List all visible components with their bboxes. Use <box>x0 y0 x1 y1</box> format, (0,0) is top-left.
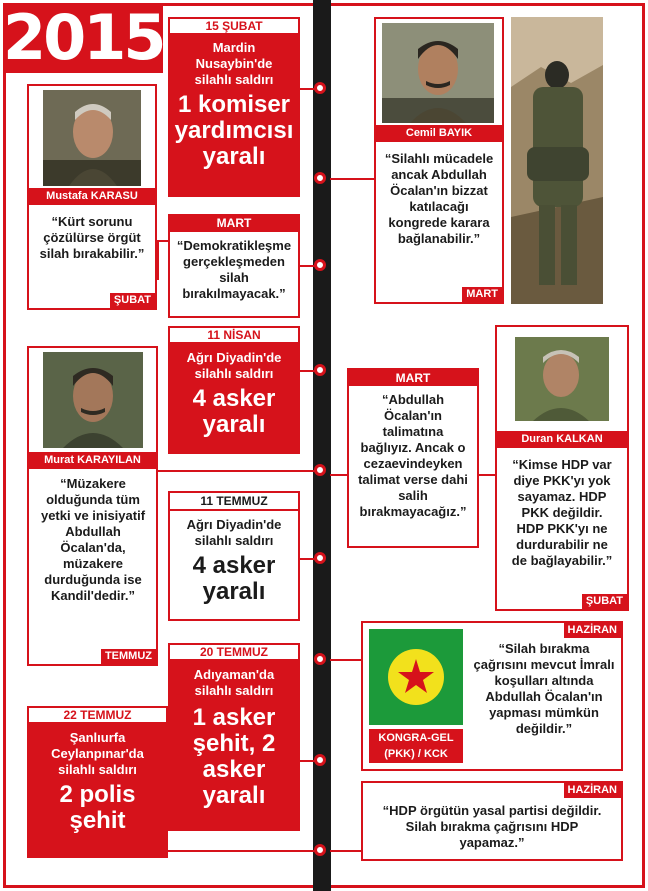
event-type: silahlı saldırı <box>194 366 274 381</box>
quote-text: “Abdullah Öcalan'ın talimatına bağlıyız. Ancak o cezaevindeyken talimat verse dahi salih bırakmayacağız.” <box>358 392 468 519</box>
event-date: 11 TEMMUZ <box>170 493 298 511</box>
person-quote: “Kimse HDP var diye PKK'yı yok sayamaz. HDP PKK değildir. HDP PKK'yı ne durdurabilir ne de bağlayabilir.” <box>511 457 613 568</box>
month-tag: MART <box>462 287 502 302</box>
portrait-photo <box>43 352 143 448</box>
person-card-kongra <box>361 621 623 771</box>
event-type: silahlı saldırı <box>194 533 274 548</box>
event-date: 22 TEMMUZ <box>27 706 168 724</box>
event-type: silahlı saldırı <box>58 762 137 777</box>
month-tag: HAZİRAN <box>564 783 622 798</box>
event-location: Şanlıurfa <box>69 730 126 745</box>
person-card-karasu <box>27 84 157 310</box>
timeline-dot <box>314 754 326 766</box>
organization-quote: “Silah bırakma çağrısını mevcut İmralı koşulları altında Abdullah Öcalan'ın yapması mümkün değildir.” <box>473 641 615 736</box>
year-title: 2015 <box>3 1 164 74</box>
month-tag: MART <box>170 216 298 232</box>
person-card-bayik <box>374 17 504 304</box>
event-date: 20 TEMMUZ <box>168 643 300 661</box>
timeline-dot <box>314 464 326 476</box>
event-11-temmuz <box>168 491 300 621</box>
portrait-photo <box>43 90 141 186</box>
month-tag: HAZİRAN <box>564 623 622 638</box>
event-location: Ceylanpınar'da <box>51 746 144 761</box>
organization-name: KONGRA-GEL (PKK) / KCK <box>369 729 463 763</box>
quote-text: “HDP örgütün yasal partisi değildir. Silah bırakma çağrısını HDP yapamaz.” <box>382 803 602 850</box>
month-tag: MART <box>349 370 477 386</box>
connector <box>330 178 375 180</box>
person-quote: “Silahlı mücadele ancak Abdullah Öcalan'ın bizzat katılacağı kongrede karara bağlanabilir.” <box>384 151 494 246</box>
month-tag: TEMMUZ <box>101 649 156 664</box>
connector <box>158 470 316 472</box>
event-date: 11 NİSAN <box>168 326 300 344</box>
event-11-nisan <box>168 326 300 454</box>
timeline-dot <box>314 844 326 856</box>
event-22-temmuz <box>27 706 168 858</box>
timeline-dot <box>314 364 326 376</box>
event-outcome: 4 asker yaralı <box>192 552 276 605</box>
event-outcome: 1 asker şehit, 2 asker yaralı <box>192 704 276 809</box>
month-tag: ŞUBAT <box>110 293 155 308</box>
quote-text: “Demokratikleşme gerçekleşmeden silah bırakılmayacak.” <box>176 238 292 301</box>
connector <box>168 850 316 852</box>
event-type: silahlı saldırı <box>194 72 274 87</box>
event-location: Nusaybin'de <box>195 56 273 71</box>
event-location: Ağrı Diyadin'de <box>186 350 282 365</box>
connector <box>330 850 362 852</box>
person-card-kalkan <box>495 325 629 611</box>
kongra-gel-flag <box>369 629 463 725</box>
quote-card-hdp <box>361 781 623 861</box>
event-20-temmuz <box>168 643 300 831</box>
timeline-dot <box>314 552 326 564</box>
event-outcome: 4 asker yaralı <box>192 385 276 438</box>
event-15-subat <box>168 17 300 197</box>
portrait-photo <box>382 23 494 123</box>
event-type: silahlı saldırı <box>194 683 274 698</box>
quote-card-mart-2 <box>347 368 479 548</box>
timeline-dot <box>314 82 326 94</box>
person-name: Mustafa KARASU <box>29 188 155 205</box>
person-quote: “Kürt sorunu çözülürse örgüt silah bırakabilir.” <box>39 214 145 261</box>
timeline-dot <box>314 259 326 271</box>
connector <box>330 659 362 661</box>
timeline-dot <box>314 172 326 184</box>
connector <box>157 240 159 280</box>
portrait-photo <box>515 337 609 421</box>
person-quote: “Müzakere olduğunda tüm yetki ve inisiyatif Abdullah Öcalan'da, müzakere durduğunda ise Kandil'dedir.” <box>40 476 146 603</box>
month-tag: ŞUBAT <box>582 594 627 609</box>
event-location: Mardin <box>212 40 256 55</box>
event-outcome: 1 komiser yardımcısı yaralı <box>174 91 294 170</box>
event-date: 15 ŞUBAT <box>168 17 300 35</box>
guerrilla-photo <box>511 17 603 304</box>
person-name: Cemil BAYIK <box>376 125 502 142</box>
event-outcome: 2 polis şehit <box>59 781 136 834</box>
event-location: Adıyaman'da <box>193 667 275 682</box>
person-name: Duran KALKAN <box>497 431 627 448</box>
person-name: Murat KARAYILAN <box>29 452 156 469</box>
quote-card-mart <box>168 214 300 318</box>
timeline-dot <box>314 653 326 665</box>
person-card-karayilan <box>27 346 158 666</box>
event-location: Ağrı Diyadin'de <box>186 517 282 532</box>
